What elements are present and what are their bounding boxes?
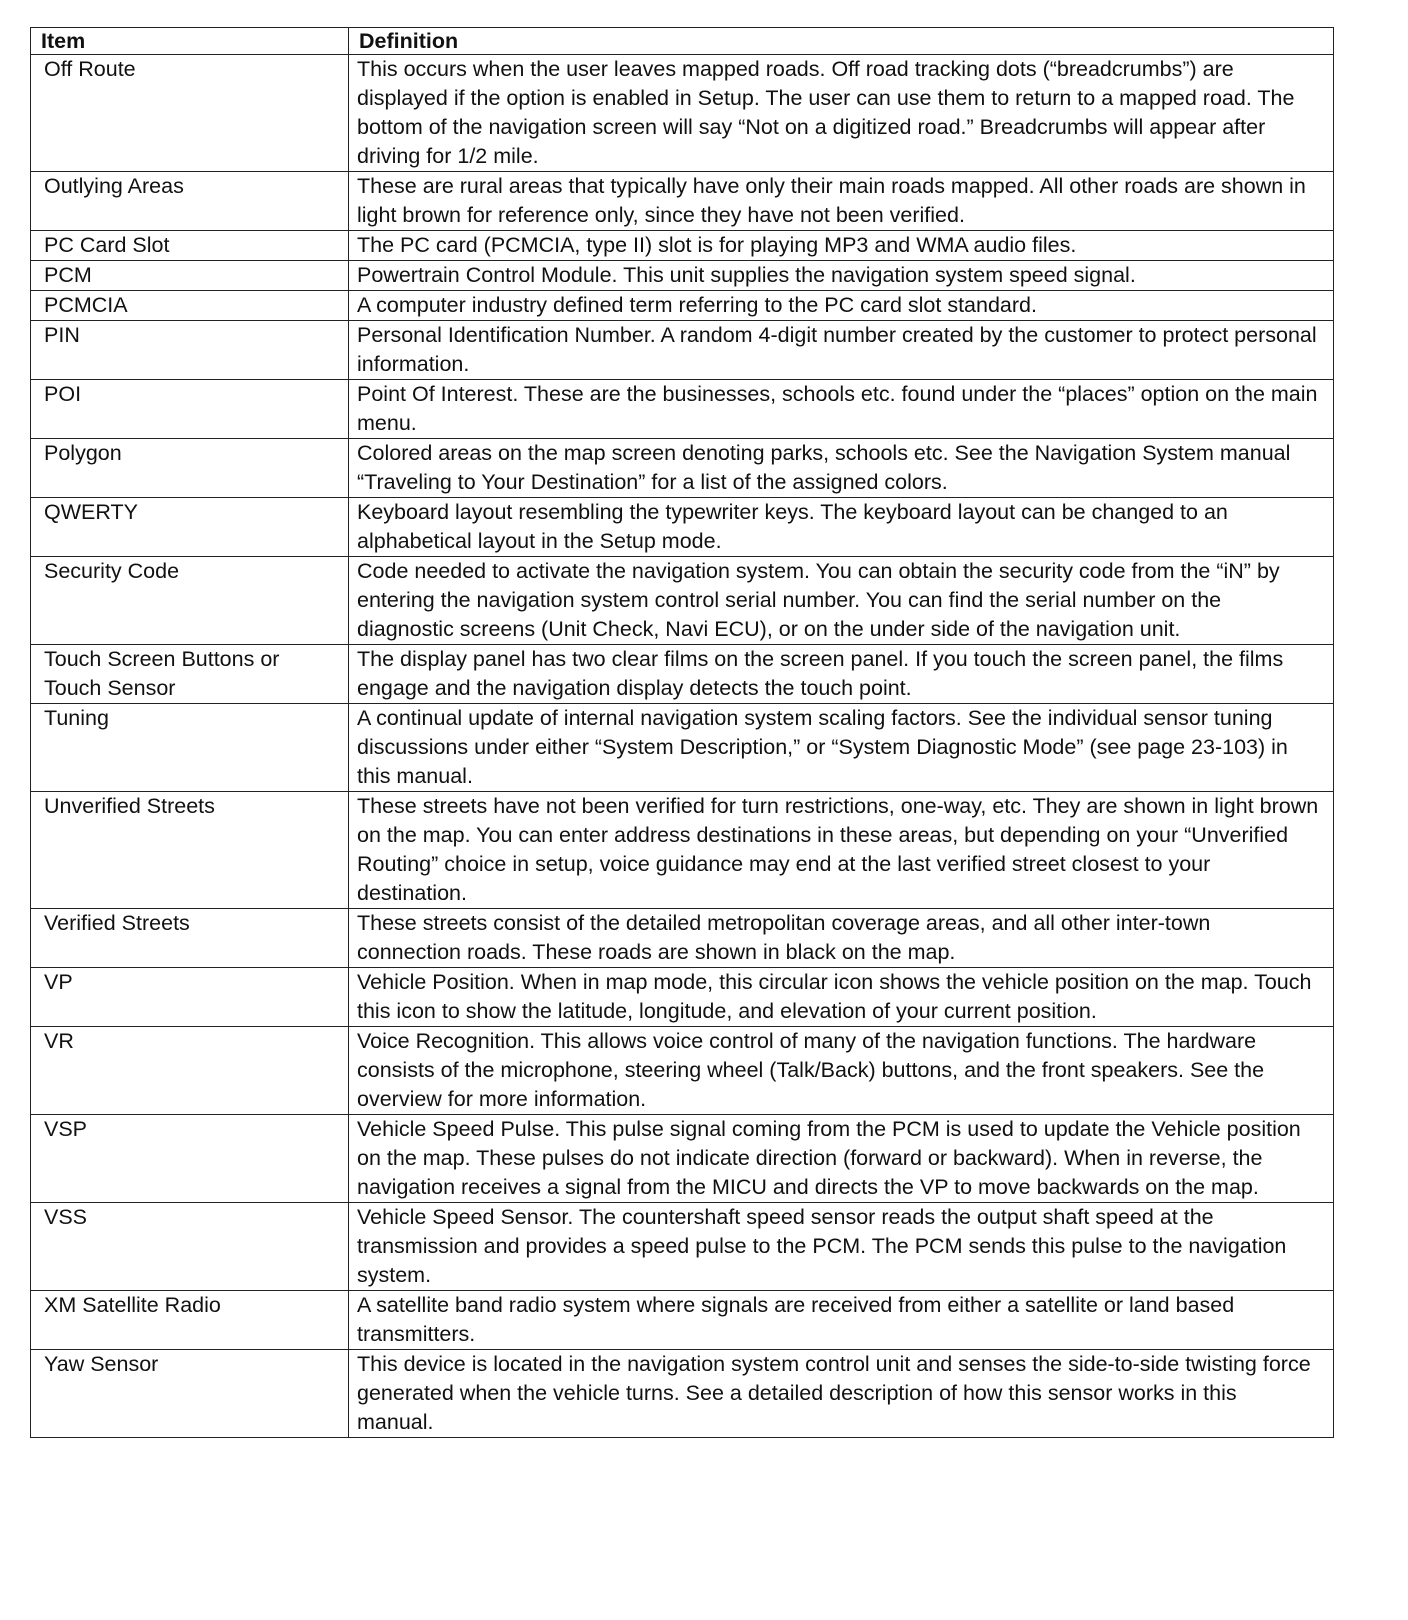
item-cell: Verified Streets xyxy=(31,909,349,968)
definition-cell: Keyboard layout resembling the typewriter keys. The keyboard layout can be changed to an alphabetical layout in the Setup mode. xyxy=(349,498,1334,557)
header-definition: Definition xyxy=(349,28,1334,55)
item-cell: VP xyxy=(31,968,349,1027)
table-row xyxy=(31,704,1334,792)
table-row xyxy=(31,55,1334,172)
table-row xyxy=(31,321,1334,380)
header-row xyxy=(31,28,1334,55)
table-row xyxy=(31,231,1334,261)
definition-cell: Powertrain Control Module. This unit supplies the navigation system speed signal. xyxy=(349,261,1334,291)
definition-cell: Voice Recognition. This allows voice control of many of the navigation functions. The hardware consists of the microphone, steering wheel (Talk/Back) buttons, and the front speakers. See the overview for more information. xyxy=(349,1027,1334,1115)
definition-cell: Personal Identification Number. A random 4-digit number created by the customer to protect personal information. xyxy=(349,321,1334,380)
table-row xyxy=(31,645,1334,704)
table-row xyxy=(31,557,1334,645)
definition-cell: Code needed to activate the navigation system. You can obtain the security code from the “iN” by entering the navigation system control serial number. You can find the serial number on the diagnostic screens (Unit Check, Navi ECU), or on the under side of the navigation unit. xyxy=(349,557,1334,645)
definition-cell: Colored areas on the map screen denoting parks, schools etc. See the Navigation System manual “Traveling to Your Destination” for a list of the assigned colors. xyxy=(349,439,1334,498)
definition-cell: Vehicle Speed Sensor. The countershaft speed sensor reads the output shaft speed at the transmission and provides a speed pulse to the PCM. The PCM sends this pulse to the navigation system. xyxy=(349,1203,1334,1291)
table-row xyxy=(31,1027,1334,1115)
item-cell: XM Satellite Radio xyxy=(31,1291,349,1350)
table-row xyxy=(31,1350,1334,1438)
definition-cell: A computer industry defined term referring to the PC card slot standard. xyxy=(349,291,1334,321)
table-row xyxy=(31,1291,1334,1350)
definition-cell: These are rural areas that typically have only their main roads mapped. All other roads are shown in light brown for reference only, since they have not been verified. xyxy=(349,172,1334,231)
item-cell: Polygon xyxy=(31,439,349,498)
definition-cell: A continual update of internal navigation system scaling factors. See the individual sensor tuning discussions under either “System Description,” or “System Diagnostic Mode” (see page 23-103) in this manual. xyxy=(349,704,1334,792)
item-cell: VR xyxy=(31,1027,349,1115)
definition-cell: A satellite band radio system where signals are received from either a satellite or land based transmitters. xyxy=(349,1291,1334,1350)
table-row xyxy=(31,261,1334,291)
item-cell: Off Route xyxy=(31,55,349,172)
table-row xyxy=(31,172,1334,231)
definition-cell: Vehicle Speed Pulse. This pulse signal coming from the PCM is used to update the Vehicle position on the map. These pulses do not indicate direction (forward or backward). When in reverse, the navigation receives a signal from the MICU and directs the VP to move backwards on the map. xyxy=(349,1115,1334,1203)
item-cell: Security Code xyxy=(31,557,349,645)
definition-cell: This device is located in the navigation system control unit and senses the side-to-side twisting force generated when the vehicle turns. See a detailed description of how this sensor works in this manual. xyxy=(349,1350,1334,1438)
table-row xyxy=(31,498,1334,557)
item-cell: Unverified Streets xyxy=(31,792,349,909)
definition-cell: These streets have not been verified for turn restrictions, one-way, etc. They are shown in light brown on the map. You can enter address destinations in these areas, but depending on your “Unverified Routing” choice in setup, voice guidance may end at the last verified street closest to your destination. xyxy=(349,792,1334,909)
table-row xyxy=(31,439,1334,498)
header-item: Item xyxy=(31,28,349,55)
item-cell: Touch Screen Buttons or Touch Sensor xyxy=(31,645,349,704)
table-row xyxy=(31,1115,1334,1203)
item-cell: PIN xyxy=(31,321,349,380)
item-cell: PC Card Slot xyxy=(31,231,349,261)
table-row xyxy=(31,380,1334,439)
definition-cell: Vehicle Position. When in map mode, this circular icon shows the vehicle position on the map. Touch this icon to show the latitude, longitude, and elevation of your current position. xyxy=(349,968,1334,1027)
table-row xyxy=(31,968,1334,1027)
definition-cell: The PC card (PCMCIA, type II) slot is for playing MP3 and WMA audio files. xyxy=(349,231,1334,261)
item-cell: VSP xyxy=(31,1115,349,1203)
table-row xyxy=(31,909,1334,968)
item-cell: VSS xyxy=(31,1203,349,1291)
definition-cell: Point Of Interest. These are the businesses, schools etc. found under the “places” option on the main menu. xyxy=(349,380,1334,439)
glossary-table xyxy=(30,27,1334,1438)
item-cell: QWERTY xyxy=(31,498,349,557)
table-row xyxy=(31,792,1334,909)
definition-cell: These streets consist of the detailed metropolitan coverage areas, and all other inter-town connection roads. These roads are shown in black on the map. xyxy=(349,909,1334,968)
table-row xyxy=(31,1203,1334,1291)
item-cell: Yaw Sensor xyxy=(31,1350,349,1438)
item-cell: PCMCIA xyxy=(31,291,349,321)
item-cell: Outlying Areas xyxy=(31,172,349,231)
item-cell: POI xyxy=(31,380,349,439)
definition-cell: The display panel has two clear films on the screen panel. If you touch the screen panel, the films engage and the navigation display detects the touch point. xyxy=(349,645,1334,704)
item-cell: PCM xyxy=(31,261,349,291)
item-cell: Tuning xyxy=(31,704,349,792)
table-row xyxy=(31,291,1334,321)
definition-cell: This occurs when the user leaves mapped roads. Off road tracking dots (“breadcrumbs”) are displayed if the option is enabled in Setup. The user can use them to return to a mapped road. The bottom of the navigation screen will say “Not on a digitized road.” Breadcrumbs will appear after driving for 1/2 mile. xyxy=(349,55,1334,172)
